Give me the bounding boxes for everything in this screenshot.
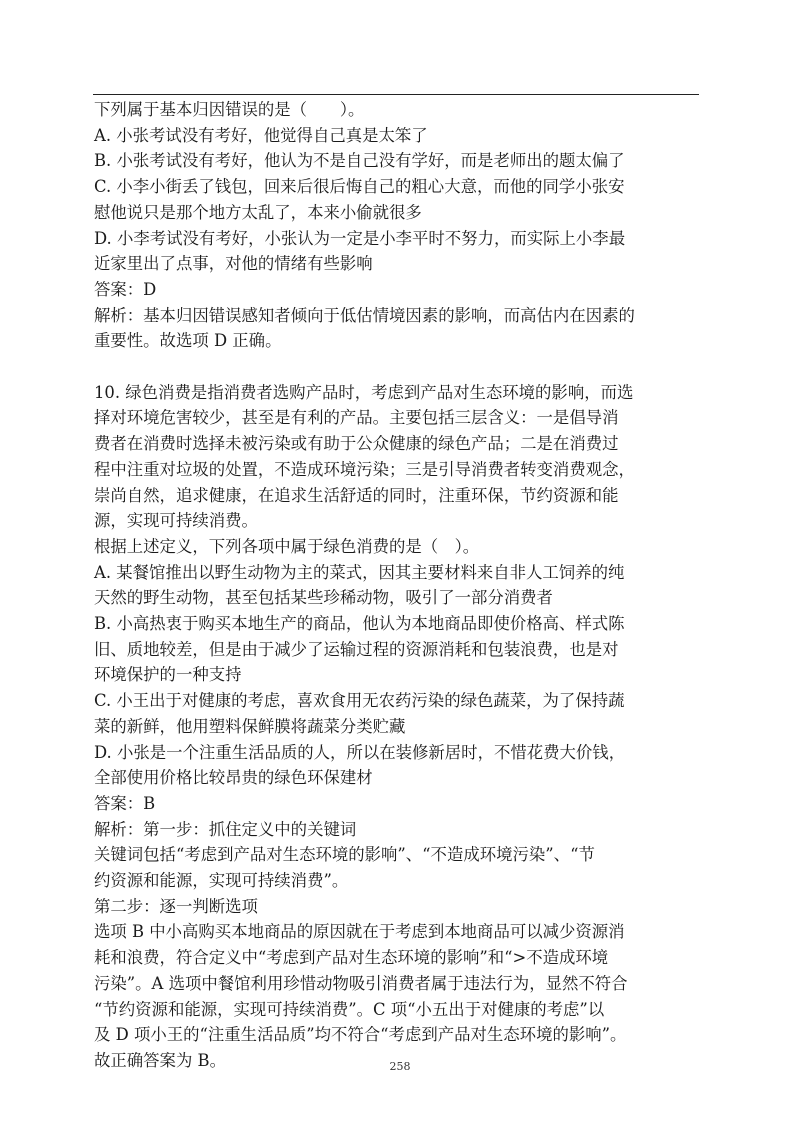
analysis-line-6: 耗和浪费，符合定义中“考虑到产品对生态环境的影响”和“>不造成环境 (94, 948, 609, 968)
option-a-line-1: A. 小张考试没有考好，他觉得自己真是太笨了 (94, 125, 428, 145)
analysis-line-1: 解析：第一步：抓住定义中的关键词 (94, 819, 357, 839)
option-b-line-2: 旧、质地较差，但是由于减少了运输过程的资源消耗和包装浪费，也是对 (94, 639, 619, 659)
definition-line-2: 择对环境危害较少，甚至是有利的产品。主要包括三层含义：一是倡导消 (94, 408, 619, 428)
question-stem: 根据上述定义，下列各项中属于绿色消费的是（ ）。 (94, 536, 480, 556)
analysis-line-1: 解析：基本归因错误感知者倾向于低估情境因素的影响，而高估内在因素的 (94, 305, 635, 325)
header-rule (93, 94, 699, 95)
page-content (94, 97, 702, 1074)
option-d-line-1: D. 小李考试没有考好，小张认为一定是小李平时不努力，而实际上小李最 (94, 228, 626, 248)
option-c-line-1: C. 小王出于对健康的考虑，喜欢食用无农药污染的绿色蔬菜，为了保持蔬 (94, 691, 625, 711)
option-d-line-2: 全部使用价格比较昂贵的绿色环保建材 (94, 768, 373, 788)
answer-line: 答案：B (94, 793, 156, 813)
option-d-line-1: D. 小张是一个注重生活品质的人，所以在装修新居时，不惜花费大价钱， (94, 742, 626, 762)
option-c-line-2: 菜的新鲜，他用塑料保鲜膜将蔬菜分类贮藏 (94, 716, 406, 736)
option-b-line-1: B. 小高热衷于购买本地生产的商品，他认为本地商品即使价格高、样式陈 (94, 614, 625, 634)
analysis-line-9: 及 D 项小王的“注重生活品质”均不符合“考虑到产品对生态环境的影响”。 (94, 1025, 627, 1045)
analysis-line-2: 关键词包括“考虑到产品对生态环境的影响”、“不造成环境污染”、“节 (94, 845, 595, 865)
option-a-line-1: A. 某餐馆推出以野生动物为主的菜式，因其主要材料来自非人工饲养的纯 (94, 562, 625, 582)
analysis-line-3: 约资源和能源，实现可持续消费”。 (94, 871, 349, 891)
answer-line: 答案：D (94, 279, 157, 299)
analysis-line-8: “节约资源和能源，实现可持续消费”。C 项“小五出于对健康的考虑”以 (94, 999, 605, 1019)
option-b-line-1: B. 小张考试没有考好，他认为不是自己没有学好，而是老师出的题太偏了 (94, 151, 625, 171)
analysis-line-5: 选项 B 中小高购买本地商品的原因就在于考虑到本地商品可以减少资源消 (94, 922, 625, 942)
definition-line-5: 崇尚自然，追求健康，在追求生活舒适的同时，注重环保，节约资源和能 (94, 485, 619, 505)
option-c-line-1: C. 小李小街丢了钱包，回来后很后悔自己的粗心大意，而他的同学小张安 (94, 177, 625, 197)
analysis-line-7: 污染”。A 选项中餐馆利用珍惜动物吸引消费者属于违法行为，显然不符合 (94, 973, 628, 993)
definition-line-4: 程中注重对垃圾的处置，不造成环境污染；三是引导消费者转变消费观念， (94, 459, 635, 479)
option-c-line-2: 慰他说只是那个地方太乱了，本来小偷就很多 (94, 202, 422, 222)
question-stem: 下列属于基本归因错误的是（ ）。 (94, 100, 365, 119)
paragraph-gap (94, 354, 702, 380)
definition-line-1: 10. 绿色消费是指消费者选购产品时，考虑到产品对生态环境的影响，而选 (94, 382, 634, 402)
option-a-line-2: 天然的野生动物，甚至包括某些珍稀动物，吸引了一部分消费者 (94, 588, 553, 608)
analysis-line-10: 故正确答案为 B。 (94, 1051, 226, 1070)
option-d-line-2: 近家里出了点事，对他的情绪有些影响 (94, 254, 373, 274)
analysis-line-4: 第二步：逐一判断选项 (94, 896, 258, 916)
analysis-line-2: 重要性。故选项 D 正确。 (94, 331, 282, 351)
option-b-line-3: 环境保护的一种支持 (94, 665, 242, 685)
definition-line-3: 费者在消费时选择未被污染或有助于公众健康的绿色产品；二是在消费过 (94, 434, 619, 454)
page-number: 258 (389, 1060, 411, 1073)
definition-line-6: 源，实现可持续消费。 (94, 511, 258, 531)
